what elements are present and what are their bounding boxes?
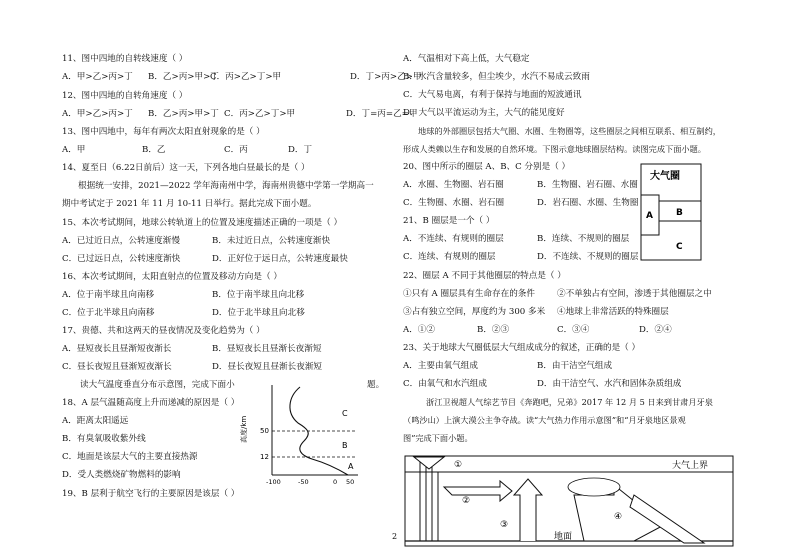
mark-2: ② [462,496,471,506]
intro3-line1: 地球的外部圈层包括大气圈、水圈、生物圈等，这些圈层之间相互联系、相互制约， [418,126,721,136]
option-d: D．不连续、不规则的圈层 [537,252,639,262]
q17-options-1 [62,344,321,355]
q18-option-a: A．距离太阳遥远 [62,416,129,426]
option-d: D．丁=丙=乙=甲 [346,109,418,119]
q18-option-d: D．受人类燃烧矿物燃料的影响 [62,470,181,480]
option-a: A．位于南半球且向南移 [62,290,155,300]
intro1-line2: 期中考试定于 2021 年 11 月 10-11 日举行。据此完成下面小题。 [62,199,317,209]
q20-options-1 [403,180,638,191]
q18-stem: 18、A 层气温随高度上升而递减的原因是（ ） [62,398,240,408]
option-c: C．由氧气和水汽组成 [403,379,487,389]
atmospheric-heating-diagram [404,455,734,547]
option-c: C．丙 [224,145,248,155]
intro4-line3: 图”完成下面小题。 [403,433,473,443]
option-c: C．③④ [557,325,590,335]
layer-label-c: C [342,409,348,418]
q21-options-2 [403,252,638,263]
option-d: D．昼长夜短且昼渐长夜渐短 [212,362,323,372]
option-c: C．丙>乙>丁>甲 [224,109,296,119]
tick-x-neg50: -50 [298,478,309,486]
option-b: B．连续、不规则的圈层 [537,234,630,244]
option-c: C．生物圈、水圈、岩石圈 [403,198,505,208]
temperature-profile-figure [238,383,373,488]
q16-options-1 [62,290,304,301]
intro2-a: 读大气温度垂直分布示意图，完成下面小 [80,380,235,390]
q11-stem: 11、图中四地的自转线速度（ ） [62,54,188,64]
tick-y-50: 50 [260,427,269,435]
option-a: A．甲 [62,145,86,155]
option-b: B．由干洁空气组成 [537,361,613,371]
q19-option-d: D．大气以平流运动为主，大气的能见度好 [403,108,565,118]
sphere-label-a: A [646,211,653,221]
option-c: C．丙>乙>丁>甲 [210,72,282,82]
layer-label-b: B [342,441,348,450]
statement-3: ③占有独立空间，厚度约为 300 多米 [403,307,546,317]
layer-label-a: A [348,462,354,471]
q15-options-2 [62,254,348,265]
option-b: B．乙>丙>甲>丁 [148,72,219,82]
q19-option-b: B．水汽含量较多，但尘埃少，水汽不易成云致雨 [403,72,590,82]
option-c: C．连续、有规则的圈层 [403,252,496,262]
option-b: B．昼短夜长且昼渐长夜渐短 [212,344,322,354]
mark-3: ③ [500,520,509,530]
option-a: A．甲>乙>丙>丁 [62,72,133,82]
option-a: A．①② [403,325,435,335]
option-a: A．昼短夜长且昼渐短夜渐长 [62,344,172,354]
option-a: A．甲>乙>丙>丁 [62,109,133,119]
tick-y-12: 12 [260,453,269,461]
q18-option-b: B．有臭氧吸收紫外线 [62,434,146,444]
mark-4: ④ [614,512,623,522]
sphere-label-b: B [676,208,683,218]
intro4-line2: （鸣沙山）上演大漠公主争夺战。读“大气热力作用示意图”和“月牙泉地区景观 [403,415,686,425]
option-b: B．乙 [142,145,166,155]
tick-x-0: 0 [333,478,338,486]
option-c: C．位于北半球且向南移 [62,308,155,318]
option-a: A．已过近日点，公转速度渐慢 [62,236,180,246]
option-c: C．已过远日点，公转速度渐快 [62,254,181,264]
option-d: D．丁 [288,145,313,155]
sphere-label-c: C [676,242,683,252]
q12-stem: 12、图中四地的自转角速度（ ） [62,91,188,101]
q23-stem: 23、关于地球大气圈低层大气组成成分的叙述，正确的是（ ） [403,343,641,353]
q17-stem: 17、贵德、共和这两天的昼夜情况及变化趋势为（ ） [62,326,265,336]
q22-statements-1 [403,289,712,300]
statement-1: ①只有 A 圈层具有生命存在的条件 [403,289,535,299]
q22-options [403,325,672,336]
q16-stem: 16、本次考试期间，太阳直射点的位置及移动方向是（ ） [62,272,282,282]
option-d: D．岩石圈、水圈、生物圈 [537,198,639,208]
intro2-b: 题。 [367,380,385,390]
q16-options-2 [62,308,305,319]
q18-option-c: C．地面是该层大气的主要直接热源 [62,452,198,462]
intro4-line1: 浙江卫视超人气综艺节目《奔跑吧，兄弟》2017 年 12 月 5 日来到甘肃月牙泉 [426,397,713,407]
q17-options-2 [62,362,322,373]
q21-options-1 [403,234,629,245]
q19-option-c: C．大气易电离，有利于保持与地面的短波通讯 [403,90,582,100]
option-d: D．由干洁空气、水汽和固体杂质组成 [537,379,682,389]
cloud-shape [568,478,620,496]
statement-2: ②不单独占有空间，渗透于其他圈层之中 [557,289,712,299]
q13-stem: 13、图中四地中，每年有两次太阳直射现象的是（ ） [62,127,265,137]
option-b: B．乙>丙>甲>丁 [148,109,219,119]
atmosphere-top-label: 大气上界 [672,461,709,471]
q22-statements-2 [403,307,669,318]
option-a: A．水圈、生物圈、岩石圈 [403,180,504,190]
mark-1: ① [454,460,463,470]
option-b: B．生物圈、岩石圈、水圈 [537,180,638,190]
option-a: A．不连续、有规则的圈层 [403,234,504,244]
tick-x-50: 50 [346,478,355,486]
q14-stem: 14、夏至日（6.22日前后）这一天，下列各地白昼最长的是（ ） [62,163,310,173]
tick-x-neg100: -100 [266,478,281,486]
ground-label: 地面 [554,532,573,542]
q15-options-1 [62,236,330,247]
q19-stem: 19、B 层利于航空飞行的主要原因是该层（ ） [62,489,240,499]
q15-stem: 15、本次考试期间，地球公转轨道上的位置及速度描述正确的一项是（ ） [62,218,343,228]
q22-stem: 22、圈层 A 不同于其他圈层的特点是（ ） [403,271,566,281]
page-number: 2 [392,532,398,541]
earth-sphere-diagram [640,163,702,261]
q20-options-2 [403,198,638,209]
option-b: B．②③ [477,325,510,335]
option-d: D．位于北半球且向北移 [212,308,305,318]
sphere-title: 大气圈 [650,171,680,182]
q12-options [62,109,417,120]
q20-stem: 20、图中所示的圈层 A、B、C 分别是（ ） [403,162,571,172]
q19-option-a: A．气温相对下高上低，大气稳定 [403,54,530,64]
option-b: B．位于南半球且向北移 [212,290,305,300]
option-b: B．未过近日点，公转速度渐快 [212,236,331,246]
q23-options-1 [403,361,612,372]
q23-options-2 [403,379,681,390]
option-d: D．丁>丙>乙>甲 [350,72,422,82]
q13-options [62,145,312,156]
option-c: C．昼长夜短且昼渐短夜渐长 [62,362,172,372]
y-axis-label: 高度/km [240,415,248,443]
option-d: D．②④ [639,325,672,335]
q21-stem: 21、B 圈层是一个（ ） [403,216,495,226]
option-a: A．主要由氧气组成 [403,361,478,371]
intro1-line1: 根据统一安排，2021—2022 学年海南州中学，海南州贵德中学第一学期高一 [78,181,374,191]
option-d: D．正好位于远日点，公转速度最快 [212,254,348,264]
intro3-line2: 形成人类赖以生存和发展的自然环境。下图示意地球圈层结构。读图完成下面小题。 [403,144,706,154]
q11-options [62,72,421,83]
statement-4: ④地球上非常活跃的特殊圈层 [557,307,669,317]
